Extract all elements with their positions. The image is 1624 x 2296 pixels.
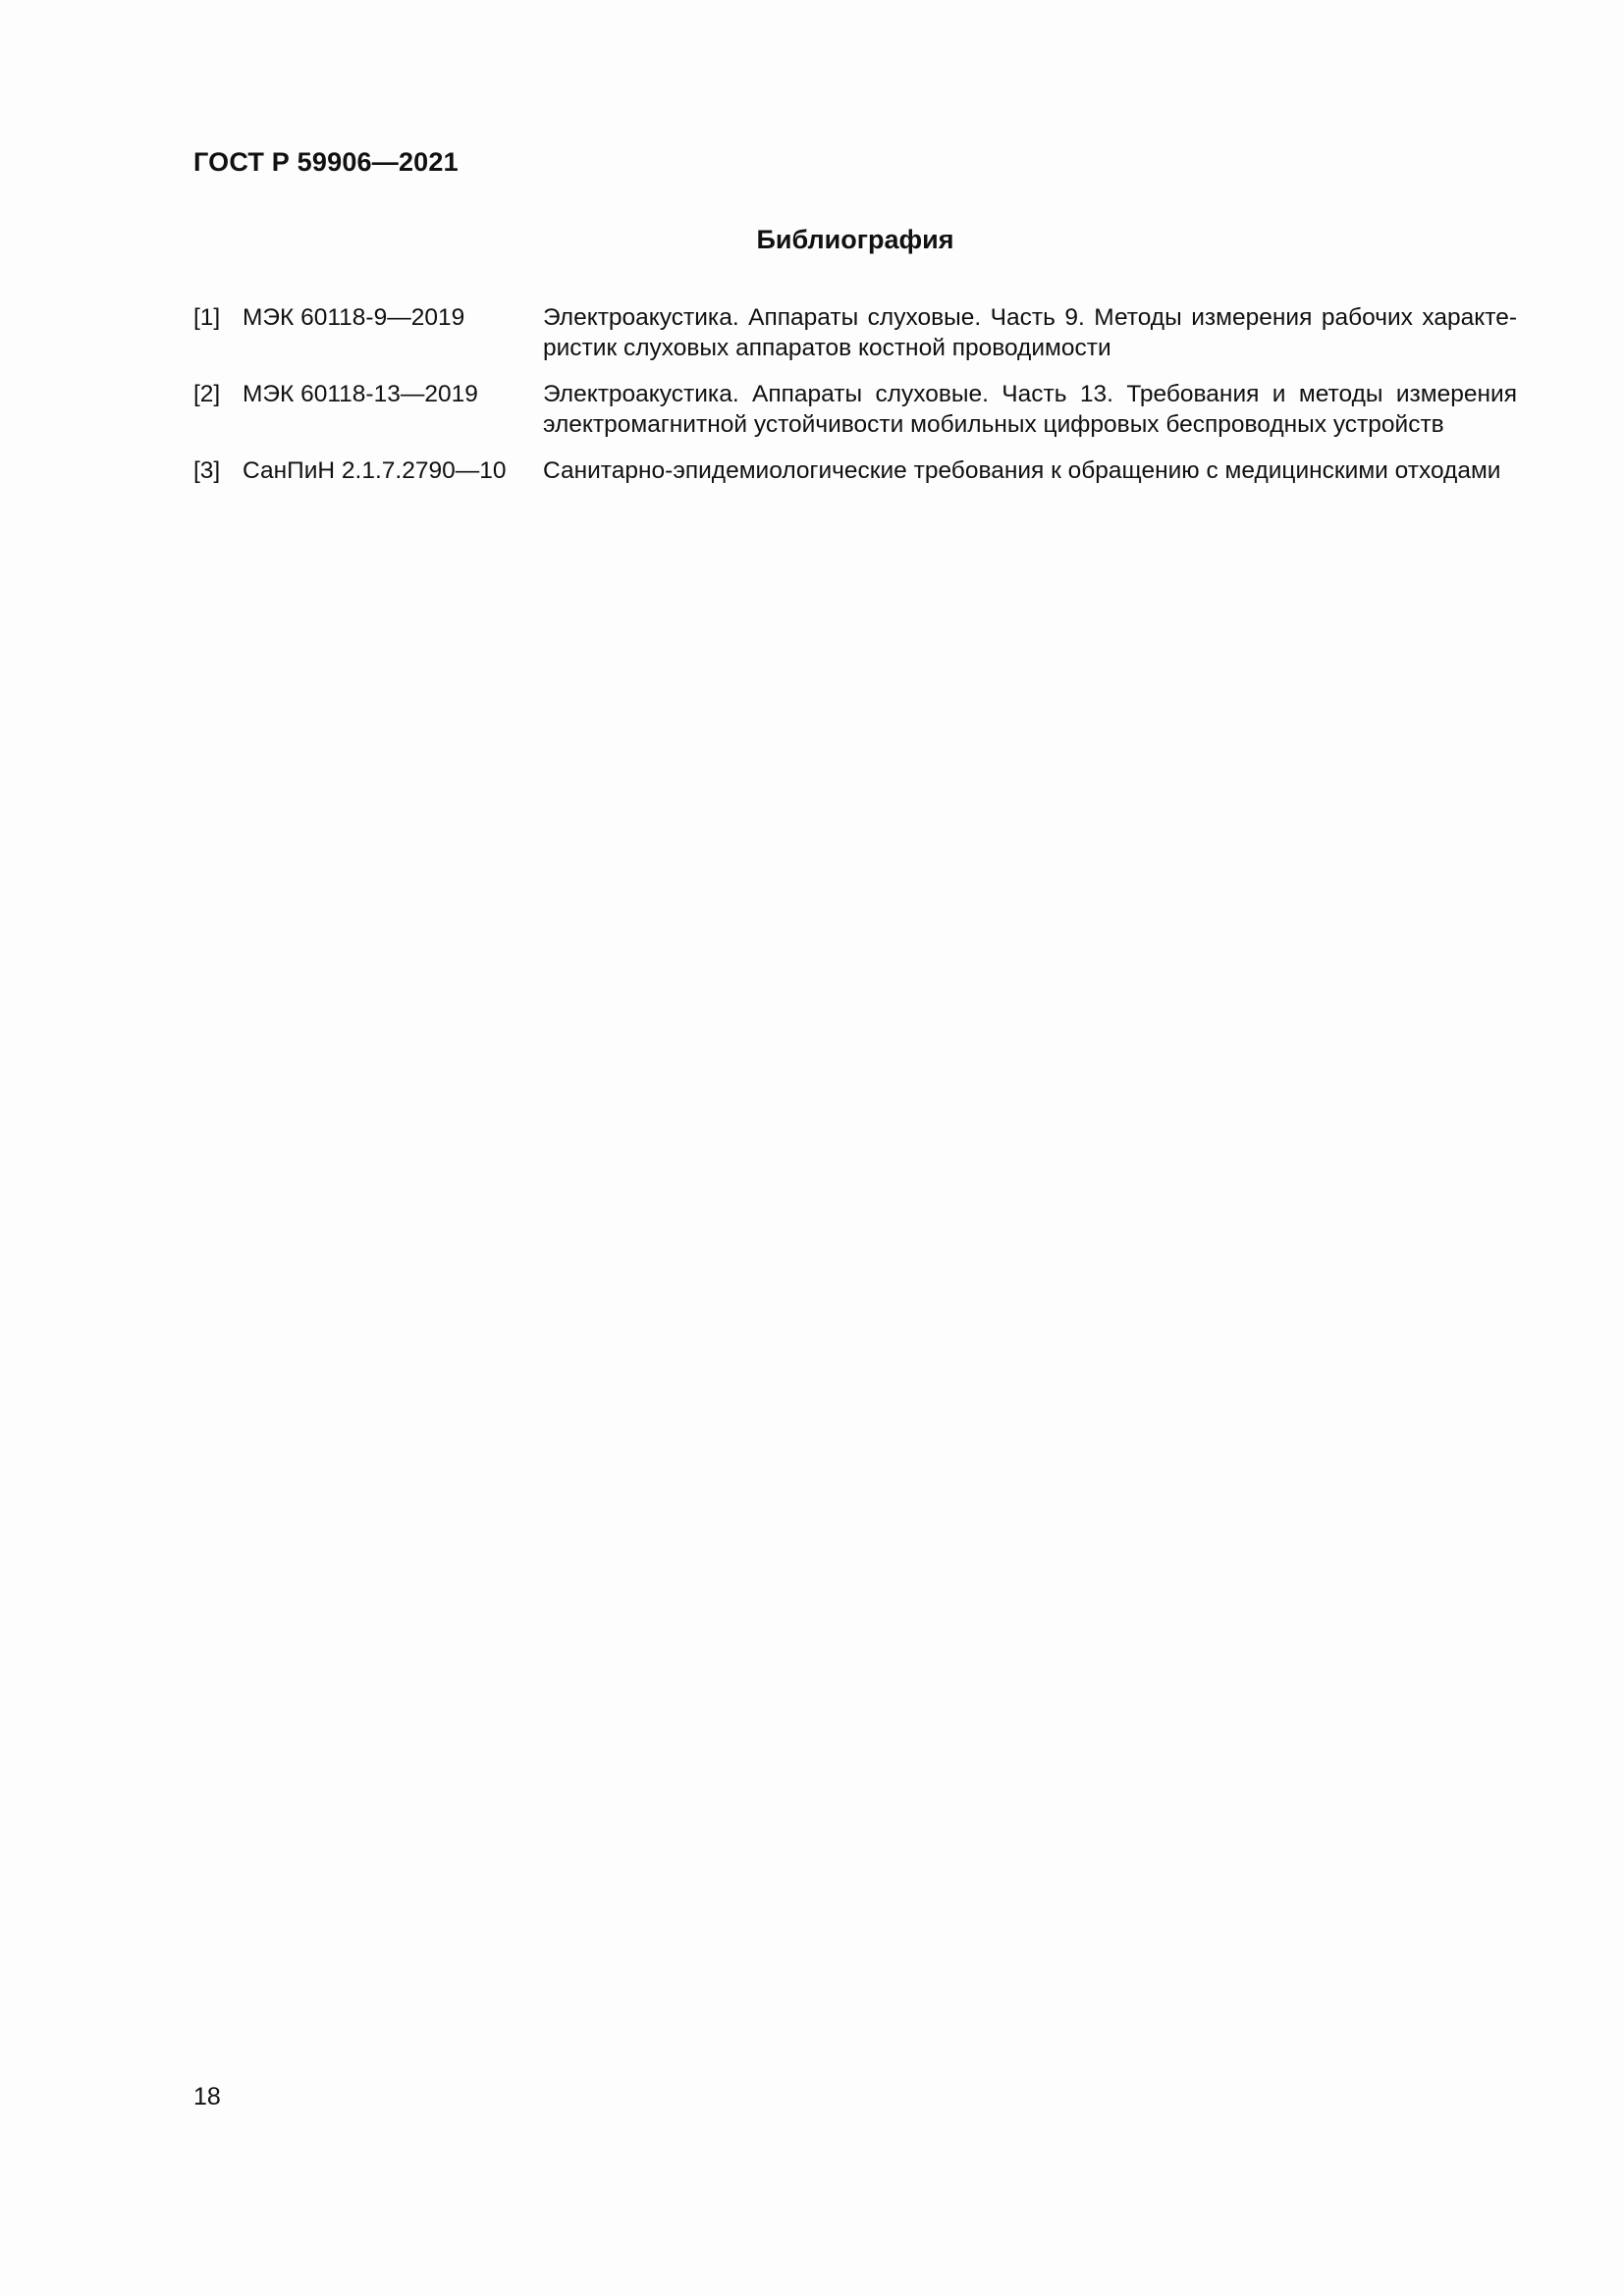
entry-description: Электроакустика. Аппараты слуховые. Часть 9. Методы измерения рабочих характе-ристик слуховых аппаратов костной проводимости <box>543 304 1517 361</box>
section-title: Библиография <box>756 225 954 254</box>
entry-number: [2] <box>193 381 221 407</box>
page-number: 18 <box>193 2083 221 2110</box>
document-code: ГОСТ Р 59906—2021 <box>193 147 459 177</box>
entry-reference: МЭК 60118-9—2019 <box>243 304 465 331</box>
bibliography-entry <box>193 379 1517 440</box>
entry-number: [3] <box>193 457 221 484</box>
entry-description: Электроакустика. Аппараты слуховые. Часть 13. Требования и методы измерения электромагнитной устойчивости мобильных цифровых беспроводных устройств <box>543 381 1517 438</box>
entry-number: [1] <box>193 304 221 331</box>
entry-description: Санитарно-эпидемиологические требования к обращению с медицинскими отходами <box>543 457 1501 484</box>
bibliography-entry <box>193 302 1517 363</box>
entry-reference: МЭК 60118-13—2019 <box>243 381 478 407</box>
bibliography-entry <box>193 455 1517 486</box>
entry-reference: СанПиН 2.1.7.2790—10 <box>243 457 507 484</box>
bibliography-list <box>193 302 1517 486</box>
